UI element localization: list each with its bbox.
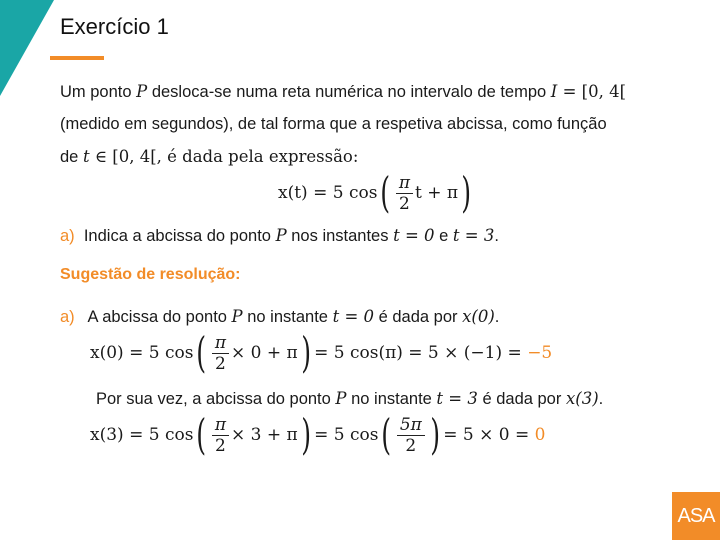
main-formula: x(t) = 5 cos( $\frac{\pi}{2}$ t + π) xyxy=(278,168,472,217)
page-title: Exercício 1 xyxy=(60,14,169,39)
intro-line-1: Um ponto P desloca-se numa reta numérica no intervalo de tempo I = [0, 4[ xyxy=(60,82,627,101)
formula-x3: x(3) = 5 cos( $\frac{\pi}{2}$ × 3 + π) = 5 cos( $\frac{5\pi}{2}$ ) = 5 × 0 = 0 xyxy=(90,410,546,459)
publisher-logo: ASA xyxy=(672,492,720,540)
intro-line-2: (medido em segundos), de tal forma que a respetiva abcissa, como função xyxy=(60,115,607,133)
formula-x0: x(0) = 5 cos( $\frac{\pi}{2}$ × 0 + π) = 5 cos(π) = 5 × (−1) = −5 xyxy=(90,328,553,377)
answer-b: Por sua vez, a abcissa do ponto P no instante t = 3 é dada por x(3). xyxy=(96,389,604,408)
answer-a: a) A abcissa do ponto P no instante t = 0 é dada por x(0). xyxy=(60,307,500,326)
corner-decoration xyxy=(0,0,60,100)
title-underline xyxy=(50,56,104,60)
intro-line-3: de t ∈ [0, 4[, é dada pela expressão: xyxy=(60,147,359,166)
question-a: a) Indica a abcissa do ponto P nos instantes t = 0 e t = 3. xyxy=(60,226,499,245)
suggestion-heading: Sugestão de resolução: xyxy=(60,266,241,283)
